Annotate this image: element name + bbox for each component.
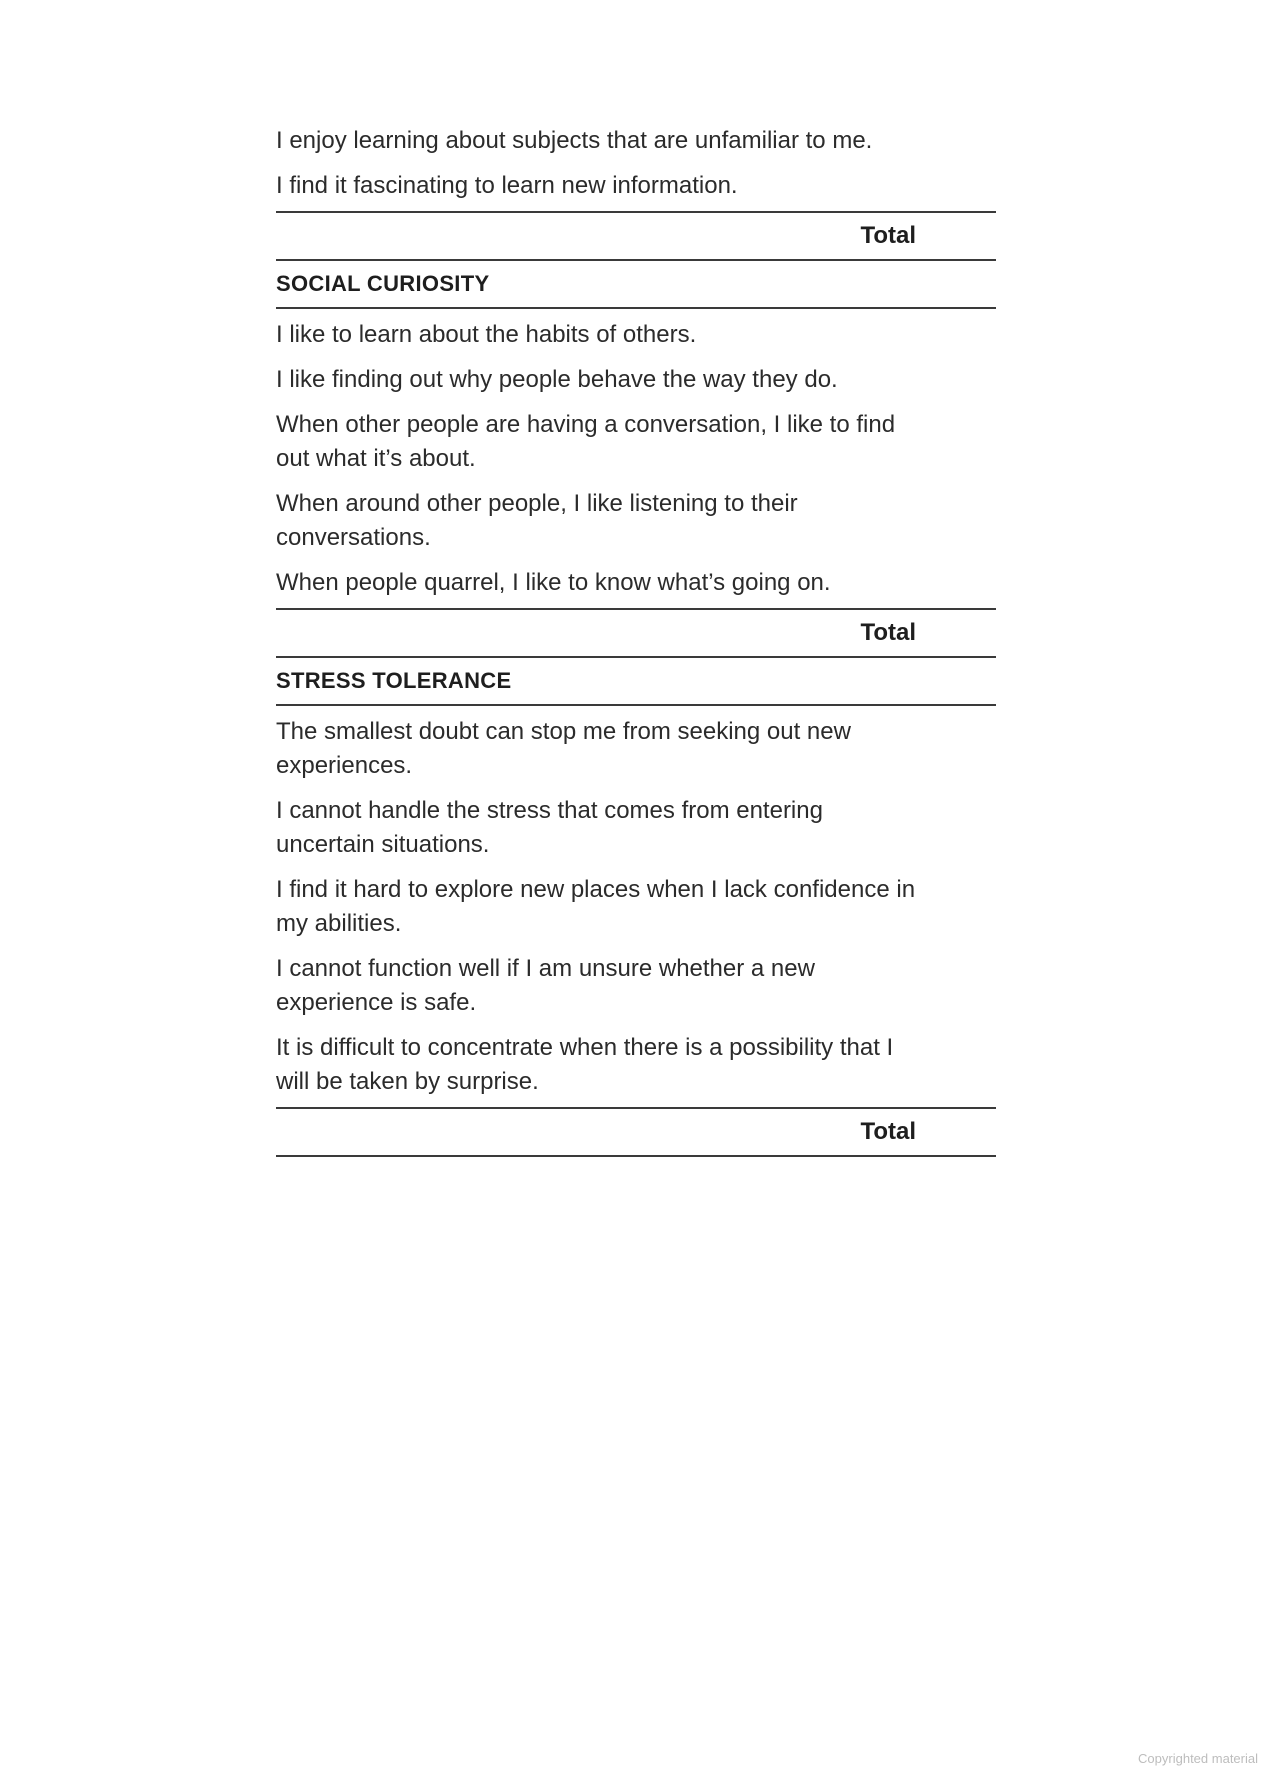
total-row xyxy=(276,610,996,656)
list-item: It is difficult to concentrate when there is a possibility that I will be taken by surprise. xyxy=(276,1034,894,1095)
section-items-social-curiosity xyxy=(276,309,996,608)
section-heading-social-curiosity: SOCIAL CURIOSITY xyxy=(276,271,490,296)
divider xyxy=(276,1155,996,1157)
copyright-notice: Copyrighted material xyxy=(1138,1751,1258,1766)
list-item: When other people are having a conversation, I like to find out what it’s about. xyxy=(276,411,896,472)
list-item: The smallest doubt can stop me from seeking out new experiences. xyxy=(276,718,851,779)
list-item: I cannot handle the stress that comes from entering uncertain situations. xyxy=(276,797,823,858)
list-item: I find it fascinating to learn new information. xyxy=(276,172,738,199)
total-label: Total xyxy=(860,222,916,249)
section-heading-stress-tolerance: STRESS TOLERANCE xyxy=(276,668,512,693)
list-item: I cannot function well if I am unsure whether a new experience is safe. xyxy=(276,955,815,1016)
section-items-stress-tolerance xyxy=(276,706,996,1107)
list-item: I enjoy learning about subjects that are unfamiliar to me. xyxy=(276,127,873,154)
list-item: When around other people, I like listening to their conversations. xyxy=(276,490,798,551)
list-item: I like to learn about the habits of others. xyxy=(276,321,697,348)
total-label: Total xyxy=(860,619,916,646)
list-item: I like finding out why people behave the way they do. xyxy=(276,366,838,393)
total-row xyxy=(276,1109,996,1155)
list-item: When people quarrel, I like to know what’s going on. xyxy=(276,569,831,596)
total-row xyxy=(276,213,996,259)
total-label: Total xyxy=(860,1118,916,1145)
intro-items xyxy=(276,114,996,211)
questionnaire-page xyxy=(276,114,996,1157)
list-item: I find it hard to explore new places when I lack confidence in my abilities. xyxy=(276,876,916,937)
